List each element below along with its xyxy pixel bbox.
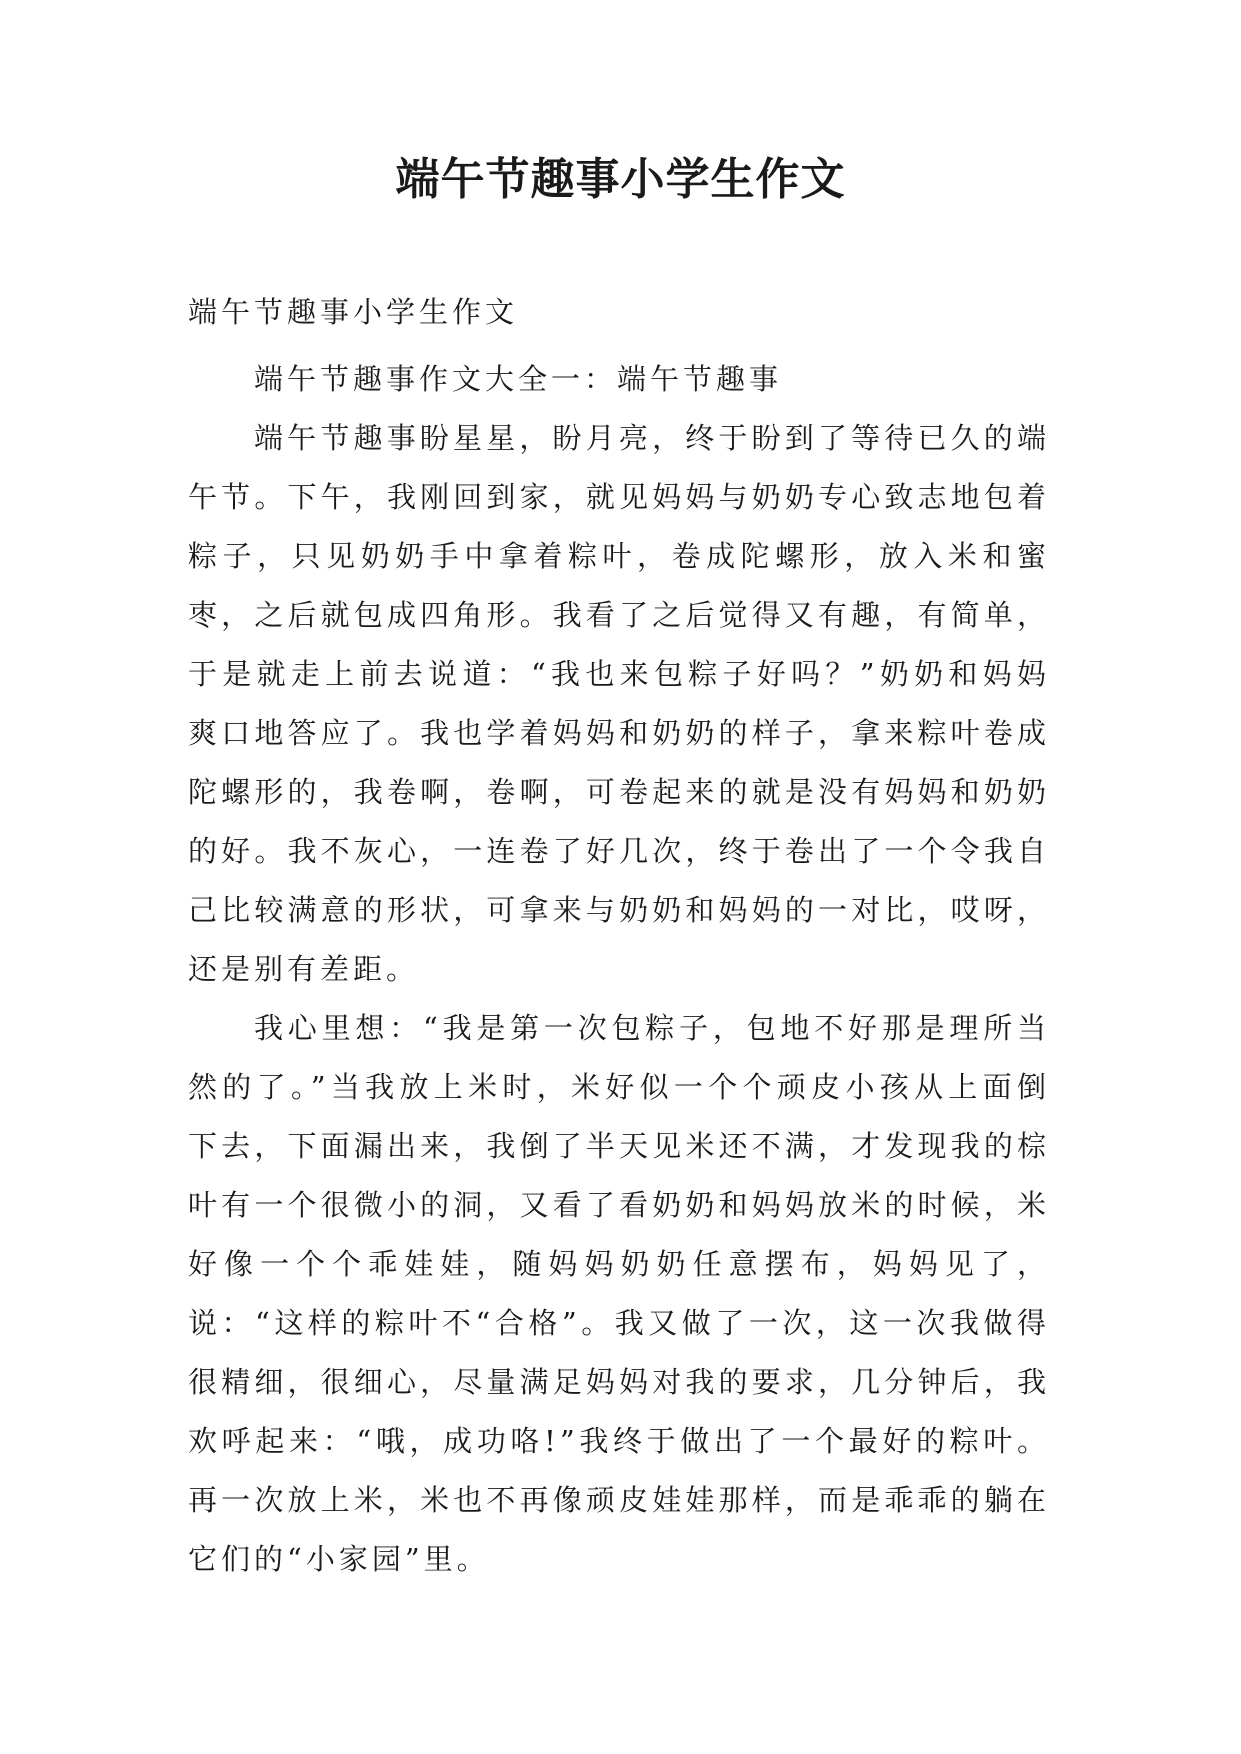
section-heading: 端午节趣事作文大全一：端午节趣事	[254, 362, 783, 396]
paragraph: 我心里想：“我是第一次包粽子，包地不好那是理所当然的了。”当我放上米时，米好似一个个顽皮小孩从上面倒下去，下面漏出来，我倒了半天见米还不满，才发现我的棕叶有一个很微小的洞，又看了看奶奶和妈妈放米的时候，米好像一个个乖娃娃，随妈妈奶奶任意摆布，妈妈见了，说：“这样的粽叶不“合格”。我又做了一次，这一次我做得很精细，很细心，尽量满足妈妈对我的要求，几分钟后，我欢呼起来：“哦，成功咯!”我终于做出了一个最好的粽叶。再一次放上米，米也不再像顽皮娃娃那样，而是乖乖的躺在它们的“小家园”里。	[188, 1011, 1050, 1576]
document-body	[188, 350, 1050, 1589]
document-subtitle: 端午节趣事小学生作文	[188, 295, 519, 329]
paragraph: 端午节趣事盼星星，盼月亮，终于盼到了等待已久的端午节。下午，我刚回到家，就见妈妈与奶奶专心致志地包着粽子，只见奶奶手中拿着粽叶，卷成陀螺形，放入米和蜜枣，之后就包成四角形。我看了之后觉得又有趣，有简单，于是就走上前去说道：“我也来包粽子好吗？”奶奶和妈妈爽口地答应了。我也学着妈妈和奶奶的样子，拿来粽叶卷成陀螺形的，我卷啊，卷啊，可卷起来的就是没有妈妈和奶奶的好。我不灰心，一连卷了好几次，终于卷出了一个令我自己比较满意的形状，可拿来与奶奶和妈妈的一对比，哎呀，还是别有差距。	[188, 421, 1050, 986]
document-title: 端午节趣事小学生作文	[395, 154, 846, 205]
